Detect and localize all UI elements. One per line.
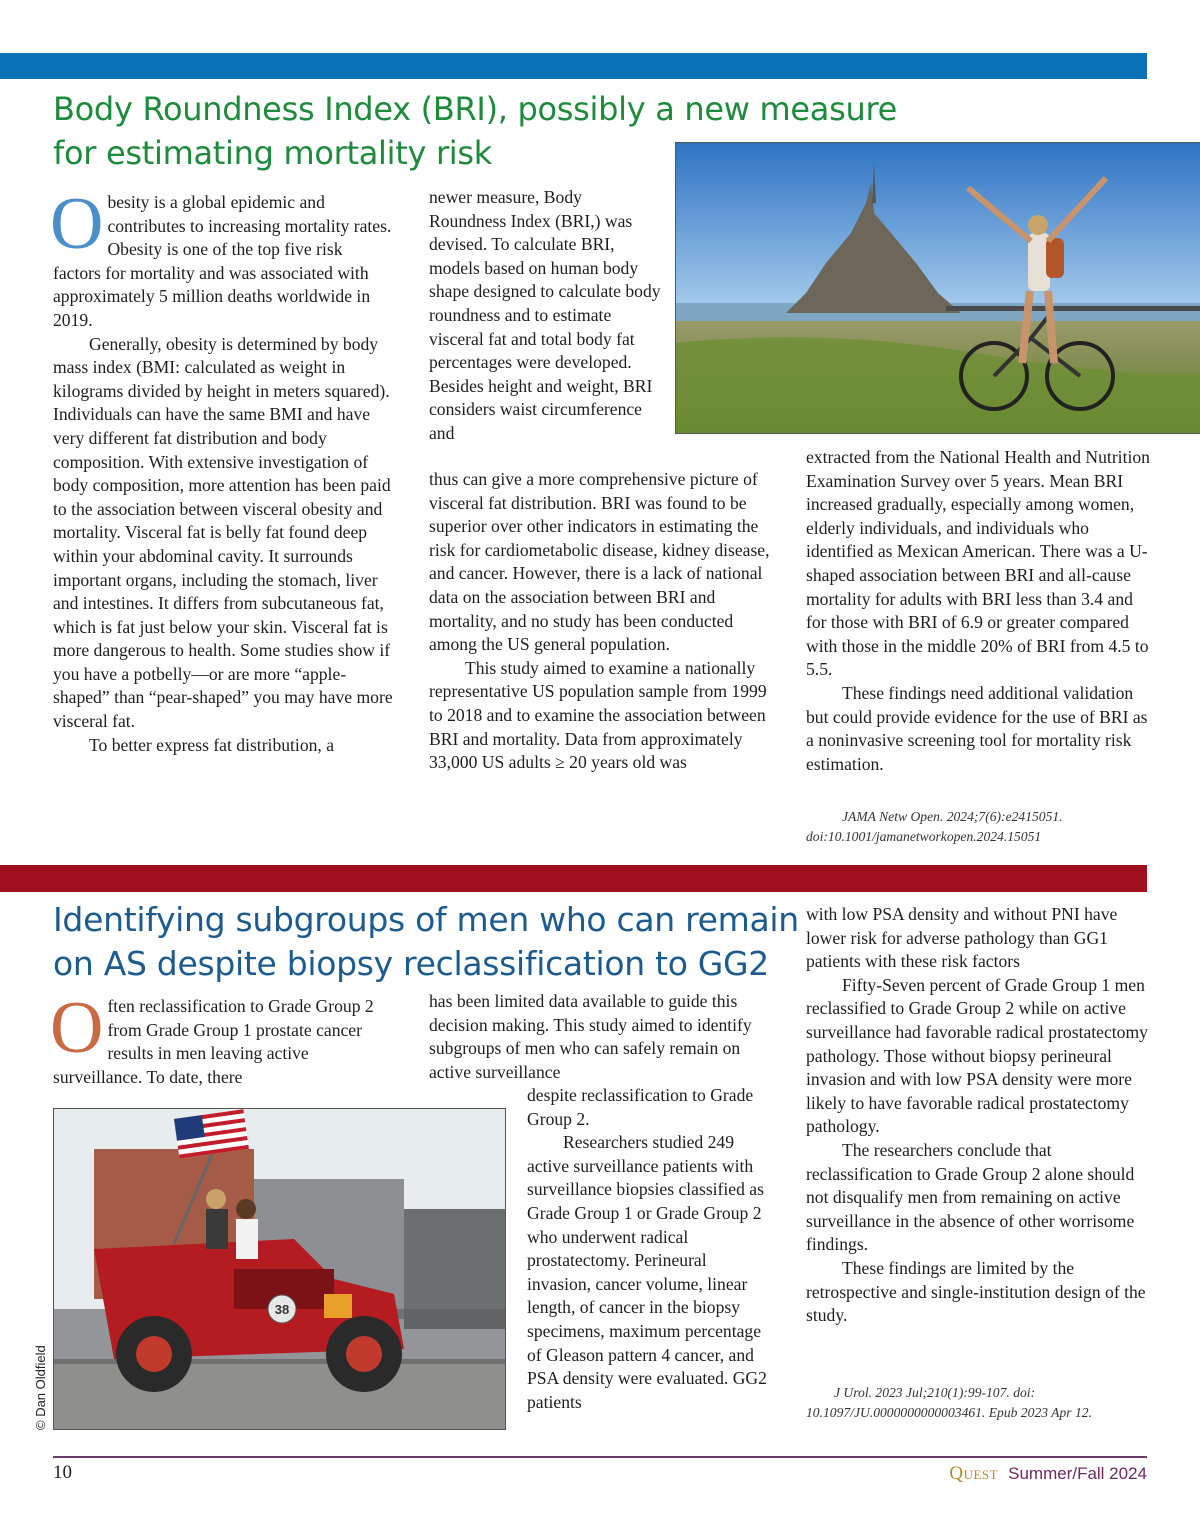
article2-title-line2: on AS despite biopsy reclassification to GG2 <box>53 944 770 983</box>
article1-col1-p3: To better express fat distribution, a <box>89 734 335 755</box>
magazine-name: Quest <box>949 1463 999 1484</box>
article2-col2-narrow: despite reclassification to Grade Group 2. <box>527 1085 754 1129</box>
article1-col3-p2: These findings need additional validation but could provide evidence for the use of BRI as a noninvasive screening tool for mortality risk estimation. <box>806 682 1148 774</box>
article1-citation-line2: doi:10.1001/jamanetworkopen.2024.15051 <box>806 828 1042 844</box>
article2-paragraph <box>50 987 393 1089</box>
article1-column-3 <box>806 446 1152 776</box>
article2-col3-p1: with low PSA density and without PNI have lower risk for adverse pathology than GG1 patients with these risk factors <box>806 904 1118 972</box>
top-color-bar <box>0 53 1147 79</box>
photo-credit: © Dan Oldfield <box>33 1345 48 1430</box>
article2-column-3 <box>806 903 1152 1328</box>
article2-citation-line2: 10.1097/JU.0000000000003461. Epub 2023 Apr 12. <box>806 1404 1092 1420</box>
article2-title <box>53 898 799 986</box>
article1-col1-p1: besity is a global epidemic and contributes to increasing mortality rates. Obesity is one of the top five risk factors for mortality and was associated with approximately 5 million deaths worldwide in 2019. <box>53 192 392 330</box>
article1-col2-narrow-text: newer measure, Body Roundness Index (BRI,) was devised. To calculate BRI, models based on human body shape designed to calculate body roundness and to estimate visceral fat and total body fat percentages were developed. Besides height and weight, BRI considers waist circumference and <box>429 187 661 443</box>
article1-col2-p2: This study aimed to examine a nationally representative US population sample from 1999 to 2018 and to examine the association between BRI and mortality. Data from approximately 33,000 US adults ≥ 20 years old was <box>429 657 767 773</box>
article2-column-2 <box>429 990 771 1084</box>
article2-citation <box>806 1383 1146 1422</box>
article2-dropcap: O <box>50 987 104 1069</box>
issue-label: Summer/Fall 2024 <box>1008 1464 1147 1483</box>
article1-col1-p2: Generally, obesity is determined by body mass index (BMI: calculated as weight in kilograms divided by height in meters squared). Individuals can have the same BMI and have very different fat distribution and body composition. With extensive investigation of body composition, more attention has been paid to the association between visceral obesity and mortality. Visceral fat is belly fat found deep within your abdominal cavity. It surrounds important organs, including the stomach, liver and intestines. It differs from subcutaneous fat, which is fat just below your skin. Visceral fat is more dangerous to health. Some studies show if you have a potbelly—or are more “apple-shaped” than “pear-shaped” you may have more visceral fat. <box>53 333 393 732</box>
footer-rule <box>53 1456 1147 1458</box>
article2-col2-top: has been limited data available to guide this decision making. This study aimed to identify subgroups of men who can safely remain on active surveillance <box>429 991 752 1082</box>
article2-citation-line1: J Urol. 2023 Jul;210(1):99-107. doi: <box>834 1385 1036 1400</box>
article1-citation-line1: JAMA Netw Open. 2024;7(6):e2415051. <box>842 809 1063 824</box>
article1-column-2 <box>429 468 777 775</box>
article2-column-1 <box>50 987 393 1089</box>
article2-column-2-narrow <box>527 1084 773 1414</box>
article2-col3-p3: The researchers conclude that reclassification to Grade Group 2 alone should not disqualify men from remaining on active surveillance in the absence of other worrisome findings. <box>806 1139 1135 1255</box>
section-color-bar <box>0 865 1147 892</box>
article1-citation <box>806 807 1146 846</box>
page-number: 10 <box>53 1462 72 1483</box>
article1-paragraph <box>50 183 393 333</box>
article1-col3-p1: extracted from the National Health and Nutrition Examination Survey over 5 years. Mean BRI increased gradually, especially among women, elderly individuals, and individuals who identified as Mexican American. There was a U-shaped association between BRI and all-cause mortality for adults with BRI less than 3.4 and for those with BRI of 6.9 or greater compared with those in the middle 20% of BRI from 4.5 to 5.5. <box>806 447 1150 680</box>
article2-photo-fire-truck-parade <box>53 1108 506 1430</box>
article2-col2-p2: Researchers studied 249 active surveillance patients with surveillance biopsies classified as Grade Group 1 or Grade Group 2 who underwent radical prostatectomy. Perineural invasion, cancer volume, linear length, of cancer in the biopsy specimens, maximum percentage of Gleason pattern 4 cancer, and PSA density were evaluated. GG2 patients <box>527 1132 767 1412</box>
article1-dropcap: O <box>50 183 104 265</box>
article1-column-2-narrow <box>429 186 661 446</box>
article1-title-line1: Body Roundness Index (BRI), possibly a new measure <box>53 90 897 128</box>
footer-masthead <box>949 1463 1147 1485</box>
article1-column-1 <box>50 183 393 757</box>
article1-title-line2: for estimating mortality risk <box>53 134 493 172</box>
article2-col3-p2: Fifty-Seven percent of Grade Group 1 men reclassified to Grade Group 2 while on active surveillance had favorable radical prostatectomy pathology. Those without biopsy perineural invasion and with low PSA density were more likely to have favorable radical prostatectomy pathology. <box>806 974 1148 1137</box>
article2-col3-p4: These findings are limited by the retrospective and single-institution design of the study. <box>806 1257 1146 1326</box>
article1-col2-text: thus can give a more comprehensive picture of visceral fat distribution. BRI was found to be superior over other indicators in estimating the risk for cardiometabolic disease, kidney disease, and cancer. However, there is a lack of national data on the association between BRI and mortality, and no study has been conducted among the US general population. <box>429 469 770 655</box>
truck-number: 38 <box>274 1302 290 1317</box>
article1-photo-cyclist-mont-saint-michel <box>675 142 1200 434</box>
article2-col1-text: ften reclassification to Grade Group 2 from Grade Group 1 prostate cancer results in men leaving active surveillance. To date, there <box>53 996 374 1087</box>
article2-title-line1: Identifying subgroups of men who can remain <box>53 900 799 939</box>
